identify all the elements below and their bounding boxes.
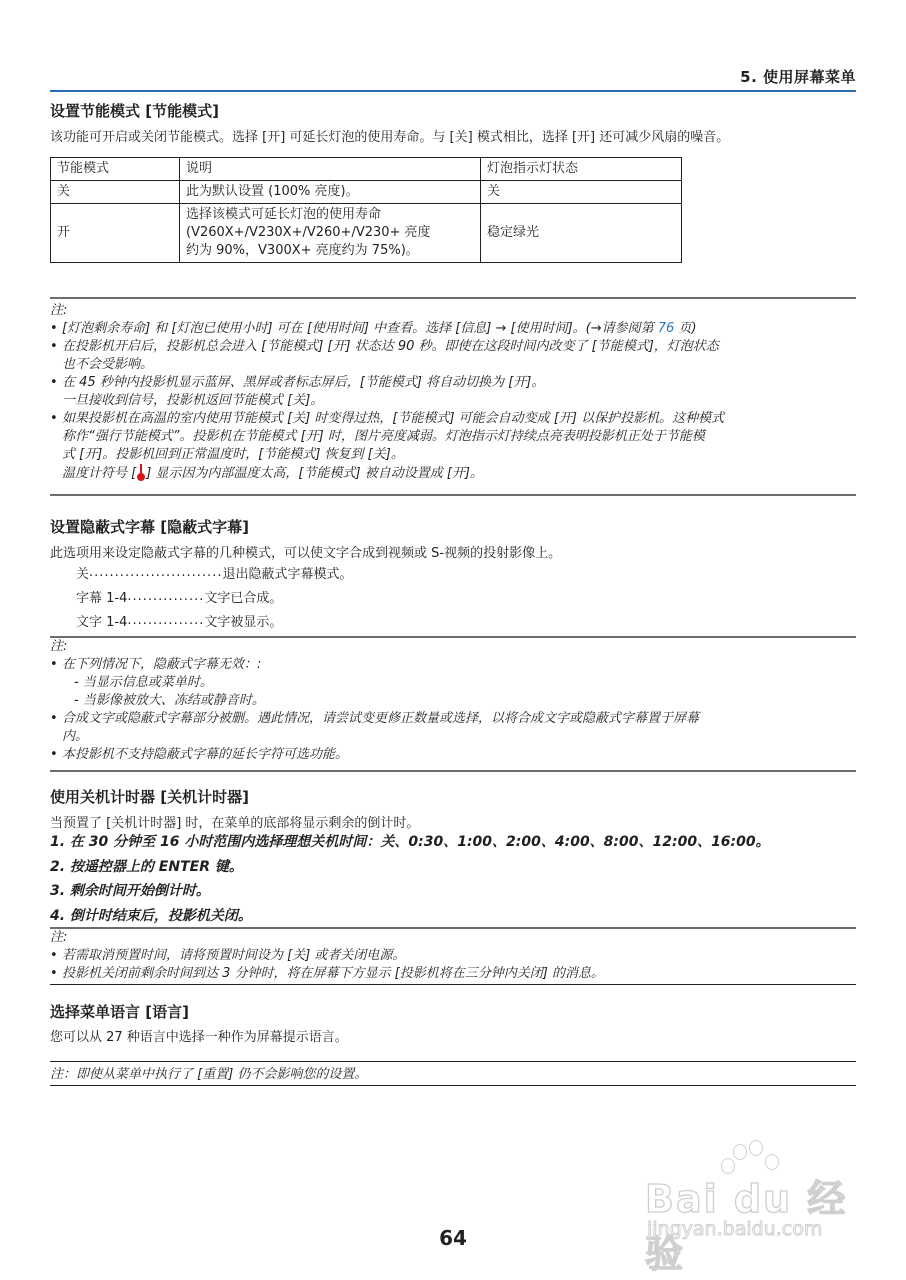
watermark-url: jingyan.baidu.com xyxy=(647,1218,823,1240)
note-line: 一旦接收到信号，投影机返回节能模式 [关]。 xyxy=(62,393,324,408)
language-note: 注：即使从菜单中执行了 [重置] 仍不会影响您的设置。 xyxy=(50,1067,368,1082)
eco-mode-table xyxy=(50,157,682,263)
option-desc: 文字已合成。 xyxy=(204,590,283,606)
note-line: 也不会受影响。 xyxy=(62,357,154,372)
note-text: ] 显示因为内部温度太高，[节能模式] 被自动设置成 [开]。 xyxy=(146,466,483,481)
table-cell-mode: 开 xyxy=(51,204,180,263)
thermometer-icon xyxy=(136,464,146,480)
note-text: 页) xyxy=(674,321,697,336)
table-header-cell: 说明 xyxy=(180,158,481,181)
desc-line: 选择该模式可延长灯泡的使用寿命 xyxy=(186,207,382,222)
eco-mode-intro: 该功能可开启或关闭节能模式。选择 [开] 可延长灯泡的使用寿命。与 [关] 模式相比，选择 [开] 还可减少风扇的噪音。 xyxy=(50,130,730,145)
table-cell-lamp: 关 xyxy=(481,181,682,204)
off-timer-note xyxy=(50,929,856,983)
note-line: • 本投影机不支持隐蔽式字幕的延长字符可选功能。 xyxy=(62,747,349,762)
table-row xyxy=(51,204,682,263)
step-3: 3. 剩余时间开始倒计时。 xyxy=(50,883,210,899)
table-cell-desc: 此为默认设置 (100% 亮度)。 xyxy=(180,181,481,204)
option-row xyxy=(76,584,352,608)
note-line: 内。 xyxy=(62,729,89,744)
paw-icon xyxy=(733,1144,747,1160)
option-desc: 退出隐蔽式字幕模式。 xyxy=(222,566,353,582)
paw-icon xyxy=(749,1140,763,1156)
note-line: • 在投影机开启后，投影机总会进入 [节能模式] [开] 状态达 90 秒。即使在这段时间内改变了 [节能模式]，灯泡状态 xyxy=(62,339,719,354)
option-row xyxy=(76,560,352,584)
leader-dots: .......................... xyxy=(89,564,223,580)
leader-dots: ............... xyxy=(127,588,205,604)
closed-caption-options xyxy=(76,560,352,632)
note-line: • 合成文字或隐蔽式字幕部分被删。遇此情况，请尝试变更修正数量或选择，以将合成文字或隐蔽式字幕置于屏幕 xyxy=(62,711,700,726)
note-item xyxy=(50,338,856,374)
eco-mode-note xyxy=(50,302,856,483)
page-link[interactable]: 76 xyxy=(657,321,675,336)
note-item: • 投影机关闭前剩余时间到达 3 分钟时，将在屏幕下方显示 [投影机将在三分钟内关闭] 的消息。 xyxy=(50,965,856,983)
leader-dots: ............... xyxy=(127,612,205,628)
table-cell-mode: 关 xyxy=(51,181,180,204)
table-cell-lamp: 稳定绿光 xyxy=(481,204,682,263)
table-cell-desc xyxy=(180,204,481,263)
note-line: 称作“强行节能模式”。投影机在节能模式 [开] 时，图片亮度减弱。灯泡指示灯持续点亮表明投影机正处于节能模 xyxy=(62,429,705,444)
note-line: 式 [开]。投影机回到正常温度时，[节能模式] 恢复到 [关]。 xyxy=(62,447,404,462)
note-rule-bottom xyxy=(50,984,856,985)
desc-line: 约为 90%，V300X+ 亮度约为 75%)。 xyxy=(186,243,419,258)
table-header-cell: 灯泡指示灯状态 xyxy=(481,158,682,181)
table-header-row xyxy=(51,158,682,181)
table-header-cell: 节能模式 xyxy=(51,158,180,181)
off-timer-intro: 当预置了 [关机计时器] 时，在菜单的底部将显示剩余的倒计时。 xyxy=(50,816,420,831)
note-label: 注: xyxy=(50,930,68,945)
note-item xyxy=(50,410,856,483)
page-number: 64 xyxy=(439,1226,467,1250)
closed-caption-heading: 设置隐蔽式字幕 [隐蔽式字幕] xyxy=(50,518,249,536)
note-text: 温度计符号 [ xyxy=(62,466,137,481)
off-timer-heading: 使用关机计时器 [关机计时器] xyxy=(50,788,249,806)
closed-caption-intro: 此选项用来设定隐蔽式字幕的几种模式，可以使文字合成到视频或 S-视频的投射影像上。 xyxy=(50,546,562,561)
note-label: 注: xyxy=(50,303,68,318)
language-intro: 您可以从 27 种语言中选择一种作为屏幕提示语言。 xyxy=(50,1030,348,1045)
note-text: [灯泡剩余寿命] 和 [灯泡已使用小时] 可在 [使用时间] 中查看。选择 [信息] → [使用时间]。(→请参阅第 xyxy=(62,321,658,336)
note-subitem: - 当显示信息或菜单时。 xyxy=(74,675,213,690)
step-2: 2. 按遥控器上的 ENTER 键。 xyxy=(50,859,243,875)
watermark-logo: Bai du 经验 xyxy=(645,1177,848,1276)
option-term: 文字 1-4 xyxy=(76,614,128,630)
step-1: 1. 在 30 分钟至 16 小时范围内选择理想关机时间：关、0:30、1:00、2:00、4:00、8:00、12:00、16:00。 xyxy=(50,834,770,850)
note-line: • 在 45 秒钟内投影机显示蓝屏、黑屏或者标志屏后，[节能模式] 将自动切换为 [开]。 xyxy=(62,375,545,390)
note-line: • 如果投影机在高温的室内使用节能模式 [关] 时变得过热，[节能模式] 可能会自动变成 [开] 以保护投影机。这种模式 xyxy=(62,411,725,426)
option-row xyxy=(76,608,352,632)
note-rule-bottom xyxy=(50,1085,856,1086)
note-item xyxy=(50,710,856,746)
note-rule-top xyxy=(50,1061,856,1062)
option-desc: 文字被显示。 xyxy=(204,614,283,630)
header-rule xyxy=(50,90,856,92)
chapter-title: 5. 使用屏幕菜单 xyxy=(740,68,856,86)
closed-caption-note xyxy=(50,638,856,764)
note-rule-bottom xyxy=(50,770,856,772)
note-line: • 在下列情况下，隐蔽式字幕无效：: xyxy=(62,657,262,672)
note-label: 注: xyxy=(50,639,68,654)
note-item xyxy=(50,656,856,710)
note-item xyxy=(50,746,856,764)
note-item xyxy=(50,320,856,338)
language-heading: 选择菜单语言 [语言] xyxy=(50,1003,189,1021)
step-4: 4. 倒计时结束后，投影机关闭。 xyxy=(50,908,252,924)
note-subitem: - 当影像被放大、冻结或静音时。 xyxy=(74,693,265,708)
note-item xyxy=(50,374,856,410)
table-row xyxy=(51,181,682,204)
option-term: 关 xyxy=(76,566,90,582)
note-rule-top xyxy=(50,297,856,299)
note-line xyxy=(62,464,856,483)
note-item: • 若需取消预置时间，请将预置时间设为 [关] 或者关闭电源。 xyxy=(50,947,856,965)
option-term: 字幕 1-4 xyxy=(76,590,128,606)
note-rule-bottom xyxy=(50,494,856,496)
baidu-watermark xyxy=(645,1140,865,1276)
desc-line: (V260X+/V230X+/V260+/V230+ 亮度 xyxy=(186,225,431,240)
eco-mode-heading: 设置节能模式 [节能模式] xyxy=(50,102,219,120)
